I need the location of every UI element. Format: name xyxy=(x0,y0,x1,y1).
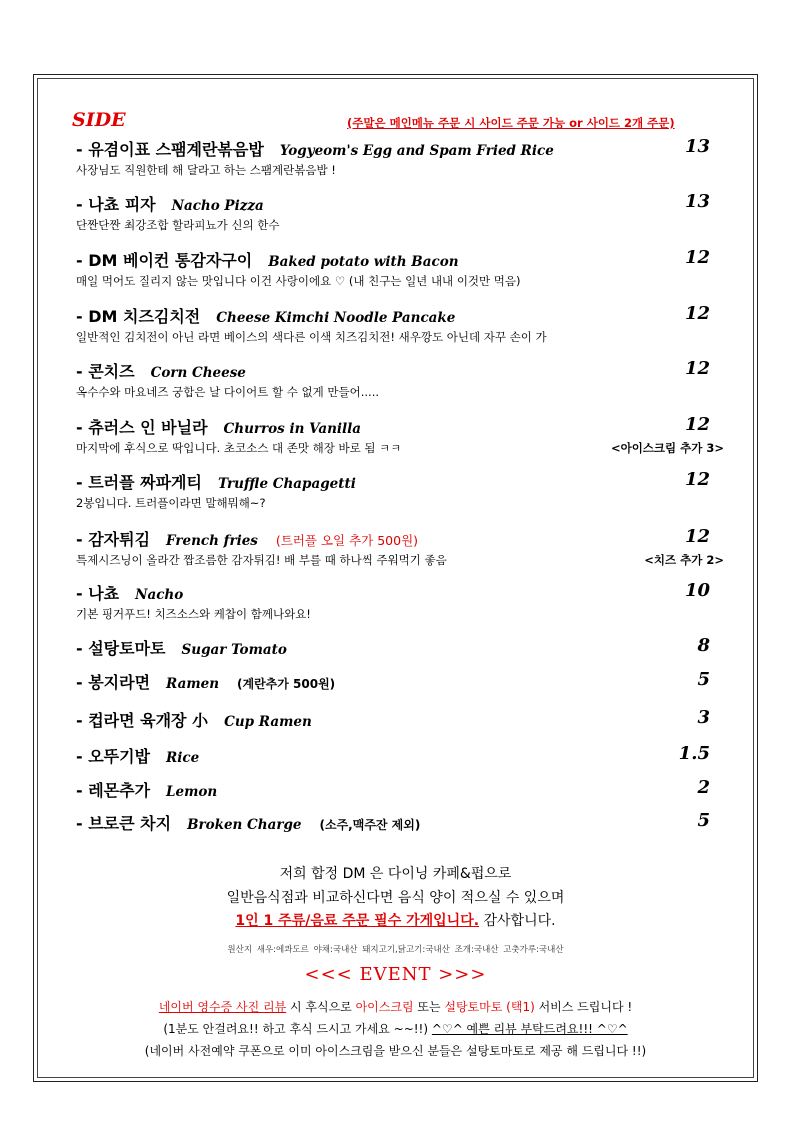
menu-item-title xyxy=(76,192,264,215)
thanks-text: 감사합니다. xyxy=(479,913,556,929)
item-name-en: Sugar Tomato xyxy=(181,642,287,658)
item-name-en: Lemon xyxy=(166,784,218,800)
item-extra-note: (트러플 오일 추가 500원) xyxy=(275,533,419,548)
menu-item-title xyxy=(76,415,361,438)
item-name-en: Churros in Vanilla xyxy=(223,421,362,437)
item-price: 2 xyxy=(697,777,710,798)
event-line-1 xyxy=(37,998,754,1015)
event-line-3: (네이버 사전예약 쿠폰으로 이미 아이스크림을 받으신 분들은 설탕토마토로 제공 해 드립니다 !!) xyxy=(144,1044,647,1058)
event-text: 또는 xyxy=(413,1000,445,1014)
item-price: 12 xyxy=(684,247,710,268)
section-title: SIDE xyxy=(72,109,126,131)
item-name-en: Rice xyxy=(166,750,200,766)
item-price: 13 xyxy=(684,136,710,157)
event-title: <<< EVENT >>> xyxy=(304,964,487,985)
item-addon: <치즈 추가 2> xyxy=(644,553,724,567)
closing-line-2: 일반음식점과 비교하신다면 음식 양이 적으실 수 있으며 xyxy=(226,890,565,906)
menu-item-title xyxy=(76,304,455,327)
menu-item-title xyxy=(76,708,312,731)
item-name-ko: - 봉지라면 xyxy=(76,673,151,692)
menu-item-title xyxy=(76,744,199,767)
item-name-ko: - 설탕토마토 xyxy=(76,639,166,658)
item-name-ko: - DM 치즈김치전 xyxy=(76,307,201,326)
event-text: 시 후식으로 xyxy=(286,1000,356,1014)
item-name-ko: - 나쵸 xyxy=(76,584,120,603)
item-name-ko: - 브로큰 차지 xyxy=(76,814,172,833)
closing-line-1: 저희 합정 DM 은 다이닝 카페&펍으로 xyxy=(279,866,512,882)
item-price: 1.5 xyxy=(678,743,710,764)
item-extra-note: (계란추가 500원) xyxy=(237,677,336,691)
item-name-en: French fries xyxy=(166,533,258,549)
item-name-ko: - 유겸이표 스팸계란볶음밥 xyxy=(76,140,264,159)
item-name-ko: - 감자튀김 xyxy=(76,530,151,549)
item-name-en: Truffle Chapagetti xyxy=(217,476,356,492)
menu-item-title xyxy=(76,636,287,659)
item-description: 특제시즈닝이 올라간 짭조름한 감자튀김! 배 부를 때 하나씩 주워먹기 좋음 xyxy=(76,553,447,567)
item-description: 일반적인 김치전이 아닌 라면 베이스의 색다른 이색 치즈김치전! 새우깡도 아닌데 자꾸 손이 가 xyxy=(76,330,547,344)
weekend-order-note: (주말은 메인메뉴 주문 시 사이드 주문 가능 or 사이드 2개 주문) xyxy=(347,116,675,130)
item-name-ko: - 츄러스 인 바닐라 xyxy=(76,418,208,437)
item-name-en: Baked potato with Bacon xyxy=(268,254,459,270)
sugar-tomato-text: 설탕토마토 (택1) xyxy=(444,1000,535,1014)
review-request: ^♡^ 예쁜 리뷰 부탁드려요!!! ^♡^ xyxy=(431,1022,628,1036)
item-price: 12 xyxy=(684,303,710,324)
menu-item-title xyxy=(76,527,418,550)
menu-item-title xyxy=(76,137,554,160)
item-price: 5 xyxy=(697,669,710,690)
item-name-en: Cheese Kimchi Noodle Pancake xyxy=(216,310,456,326)
item-price: 12 xyxy=(684,358,710,379)
menu-item-title xyxy=(76,811,420,834)
item-price: 8 xyxy=(697,635,710,656)
item-extra-note: (소주,맥주잔 제외) xyxy=(319,818,421,832)
event-text: (1분도 안걸려요!! 하고 후식 드시고 가세요 ~~!!) xyxy=(163,1022,432,1036)
item-price: 10 xyxy=(684,580,710,601)
item-price: 13 xyxy=(684,191,710,212)
menu-item-title xyxy=(76,248,459,271)
item-name-ko: - 컵라면 육개장 小 xyxy=(76,711,209,730)
item-name-ko: - 콘치즈 xyxy=(76,362,135,381)
item-description: 매일 먹어도 질리지 않는 맛입니다 이건 사랑이에요 ♡ (내 친구는 일년 내내 이것만 먹음) xyxy=(76,274,521,288)
event-line-2 xyxy=(37,1020,754,1037)
item-name-en: Nacho Pizza xyxy=(171,198,264,214)
menu-item-title xyxy=(76,581,183,604)
item-addon: <아이스크림 추가 3> xyxy=(610,441,724,455)
item-description: 옥수수와 마요네즈 궁합은 날 다이어트 할 수 없게 만들어..... xyxy=(76,385,380,399)
item-name-en: Yogyeom's Egg and Spam Fried Rice xyxy=(279,143,554,159)
item-name-ko: - 레몬추가 xyxy=(76,781,151,800)
item-name-en: Ramen xyxy=(166,676,220,692)
menu-item-title xyxy=(76,470,356,493)
closing-line-3 xyxy=(37,910,754,930)
origin-info: 원산지 새우:에콰도르 야채:국내산 돼지고기,닭고기:국내산 조개:국내산 고춧가루:국내산 xyxy=(227,945,564,955)
item-name-en: Nacho xyxy=(135,587,184,603)
item-description: 마지막에 후식으로 딱입니다. 초코소스 대 존맛 해장 바로 됨 ㅋㅋ xyxy=(76,441,402,455)
item-name-ko: - 나쵸 피자 xyxy=(76,195,156,214)
item-name-ko: - DM 베이컨 통감자구이 xyxy=(76,251,253,270)
item-name-ko: - 오뚜기밥 xyxy=(76,747,151,766)
event-text: 서비스 드립니다 ! xyxy=(534,1000,633,1014)
item-price: 12 xyxy=(684,414,710,435)
item-description: 단짠단짠 최강조합 할라피뇨가 신의 한수 xyxy=(76,218,280,232)
item-name-en: Corn Cheese xyxy=(150,365,246,381)
menu-item-title xyxy=(76,778,217,801)
item-description: 2봉입니다. 트러플이라면 말해뭐해~? xyxy=(76,496,266,510)
item-name-en: Cup Ramen xyxy=(224,714,312,730)
item-price: 3 xyxy=(697,707,710,728)
item-name-ko: - 트러플 짜파게티 xyxy=(76,473,202,492)
item-description: 기본 핑거푸드! 치즈소스와 케찹이 함께나와요! xyxy=(76,607,311,621)
item-price: 12 xyxy=(684,469,710,490)
item-name-en: Broken Charge xyxy=(187,817,302,833)
drink-requirement: 1인 1 주류/음료 주문 필수 가게입니다. xyxy=(235,913,480,929)
menu-item-title xyxy=(76,670,335,693)
icecream-text: 아이스크림 xyxy=(355,1000,414,1014)
item-price: 5 xyxy=(697,810,710,831)
menu-item-title xyxy=(76,359,246,382)
item-description: 사장님도 직원한테 해 달라고 하는 스팸계란볶음밥 ! xyxy=(76,163,336,177)
naver-review-text: 네이버 영수증 사진 리뷰 xyxy=(158,1000,287,1014)
item-price: 12 xyxy=(684,526,710,547)
